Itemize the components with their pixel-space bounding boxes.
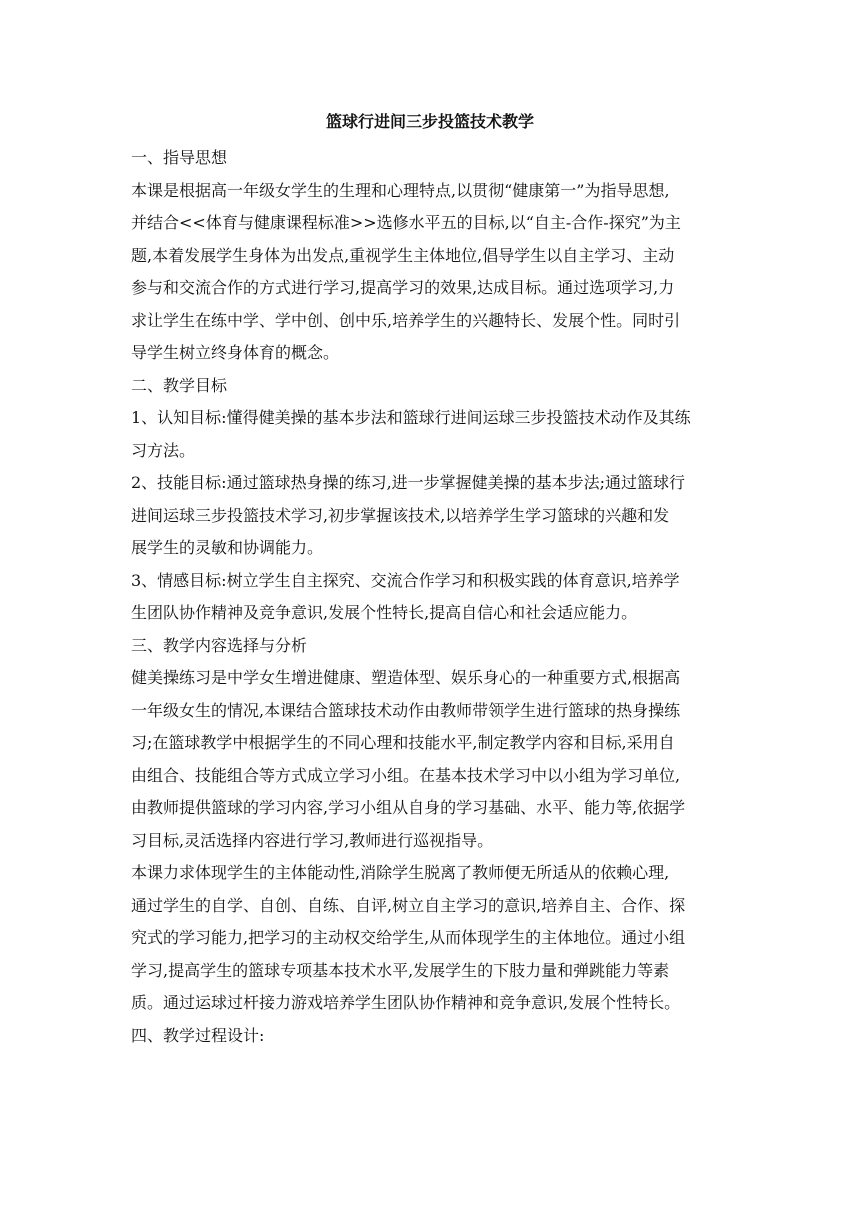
document-body bbox=[131, 142, 731, 1052]
paragraph-line: 通过学生的自学、自创、自练、自评,树立自主学习的意识,培养自主、合作、探 bbox=[131, 895, 686, 915]
paragraph-line: 并结合<<体育与健康课程标准>>选修水平五的目标,以“自主-合作-探究”为主 bbox=[131, 213, 681, 232]
section-heading: 四、教学过程设计: bbox=[131, 1025, 265, 1045]
paragraph-line: 习方法。 bbox=[131, 440, 196, 460]
section-heading: 三、教学内容选择与分析 bbox=[131, 635, 308, 655]
paragraph-line: 由组合、技能组合等方式成立学习小组。在基本技术学习中以小组为学习单位, bbox=[131, 765, 681, 785]
paragraph-line: 生团队协作精神及竞争意识,发展个性特长,提高自信心和社会适应能力。 bbox=[131, 603, 638, 622]
paragraph-line: 由教师提供篮球的学习内容,学习小组从自身的学习基础、水平、能力等,依据学 bbox=[131, 798, 686, 817]
paragraph-line: 进间运球三步投篮技术学习,初步掌握该技术,以培养学生学习篮球的兴趣和发 bbox=[131, 505, 670, 525]
paragraph-line: 习;在篮球教学中根据学生的不同心理和技能水平,制定教学内容和目标,采用自 bbox=[131, 733, 675, 752]
paragraph-line: 学习,提高学生的篮球专项基本技术水平,发展学生的下肢力量和弹跳能力等素 bbox=[131, 960, 670, 980]
paragraph-line: 展学生的灵敏和协调能力。 bbox=[131, 538, 324, 557]
section-heading: 二、教学目标 bbox=[131, 375, 228, 395]
section-heading: 一、指导思想 bbox=[131, 148, 228, 167]
paragraph-line: 健美操练习是中学女生增进健康、塑造体型、娱乐身心的一种重要方式,根据高 bbox=[131, 668, 681, 687]
paragraph-line: 习目标,灵活选择内容进行学习,教师进行巡视指导。 bbox=[131, 830, 494, 850]
document-title: 篮球行进间三步投篮技术教学 bbox=[325, 112, 534, 131]
paragraph-line: 导学生树立终身体育的概念。 bbox=[131, 343, 340, 362]
paragraph-line: 参与和交流合作的方式进行学习,提高学习的效果,达成目标。通过选项学习,力 bbox=[131, 278, 675, 297]
paragraph-line: 2、技能目标:通过篮球热身操的练习,进一步掌握健美操的基本步法;通过篮球行 bbox=[131, 473, 686, 492]
paragraph-line: 求让学生在练中学、学中创、创中乐,培养学生的兴趣特长、发展个性。同时引 bbox=[131, 310, 681, 330]
paragraph-line: 本课是根据高一年级女学生的生理和心理特点,以贯彻“健康第一”为指导思想, bbox=[131, 180, 670, 200]
paragraph-line: 题,本着发展学生身体为出发点,重视学生主体地位,倡导学生以自主学习、主动 bbox=[131, 245, 675, 265]
paragraph-line: 究式的学习能力,把学习的主动权交给学生,从而体现学生的主体地位。通过小组 bbox=[131, 928, 686, 947]
paragraph-line: 3、情感目标:树立学生自主探究、交流合作学习和积极实践的体育意识,培养学 bbox=[131, 570, 680, 590]
paragraph-line: 一年级女生的情况,本课结合篮球技术动作由教师带领学生进行篮球的热身操练 bbox=[131, 700, 681, 720]
paragraph-line: 质。通过运球过杆接力游戏培养学生团队协作精神和竞争意识,发展个性特长。 bbox=[131, 993, 681, 1012]
paragraph-line: 本课力求体现学生的主体能动性,消除学生脱离了教师便无所适从的依赖心理, bbox=[131, 863, 670, 882]
paragraph-line: 1、认知目标:懂得健美操的基本步法和篮球行进间运球三步投篮技术动作及其练 bbox=[131, 408, 691, 427]
